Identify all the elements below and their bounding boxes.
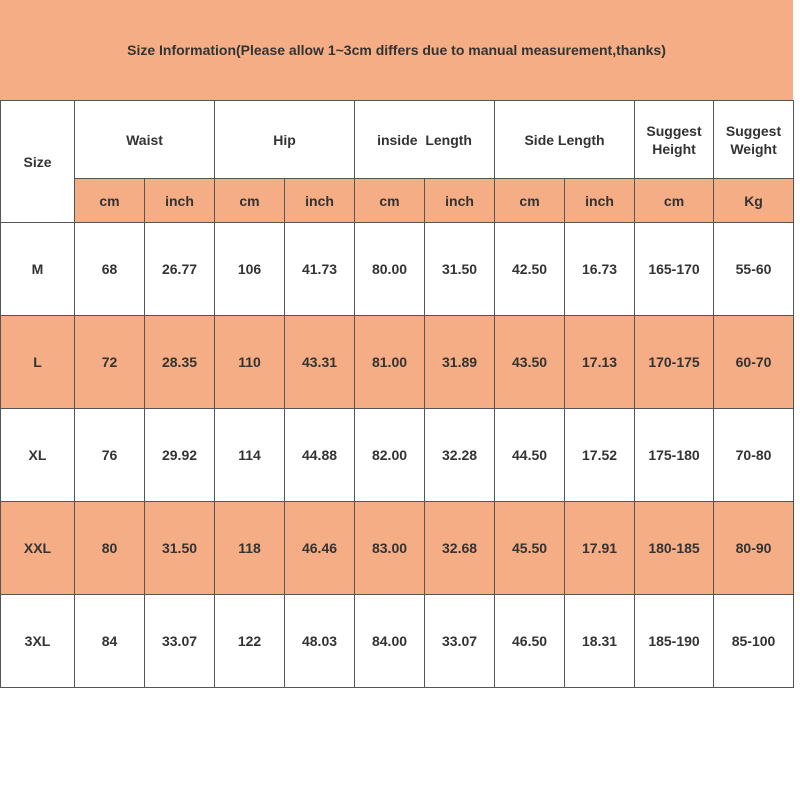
unit-cell: cm bbox=[215, 179, 285, 223]
header-row bbox=[1, 101, 794, 179]
table-cell: 31.50 bbox=[145, 502, 215, 595]
table-cell: 165-170 bbox=[635, 223, 714, 316]
table-cell: 80 bbox=[75, 502, 145, 595]
table-row bbox=[1, 595, 794, 688]
unit-cell: cm bbox=[495, 179, 565, 223]
table-cell: 43.50 bbox=[495, 316, 565, 409]
unit-cell: inch bbox=[145, 179, 215, 223]
table-cell: 55-60 bbox=[714, 223, 794, 316]
table-cell: 46.46 bbox=[285, 502, 355, 595]
table-cell: 60-70 bbox=[714, 316, 794, 409]
unit-cell: inch bbox=[565, 179, 635, 223]
unit-cell: inch bbox=[285, 179, 355, 223]
table-cell: 46.50 bbox=[495, 595, 565, 688]
unit-cell: cm bbox=[635, 179, 714, 223]
table-cell: 84.00 bbox=[355, 595, 425, 688]
table-cell: 17.91 bbox=[565, 502, 635, 595]
size-cell: 3XL bbox=[1, 595, 75, 688]
unit-row bbox=[1, 179, 794, 223]
table-row bbox=[1, 223, 794, 316]
table-cell: 31.89 bbox=[425, 316, 495, 409]
table-cell: 80.00 bbox=[355, 223, 425, 316]
size-cell: L bbox=[1, 316, 75, 409]
table-cell: 76 bbox=[75, 409, 145, 502]
size-cell: XL bbox=[1, 409, 75, 502]
header-inside-length: inside Length bbox=[355, 101, 495, 179]
table-row bbox=[1, 502, 794, 595]
table-cell: 114 bbox=[215, 409, 285, 502]
table-cell: 84 bbox=[75, 595, 145, 688]
table-cell: 42.50 bbox=[495, 223, 565, 316]
table-cell: 16.73 bbox=[565, 223, 635, 316]
table-row bbox=[1, 409, 794, 502]
table-cell: 28.35 bbox=[145, 316, 215, 409]
header-side-length: Side Length bbox=[495, 101, 635, 179]
table-cell: 33.07 bbox=[145, 595, 215, 688]
table-cell: 83.00 bbox=[355, 502, 425, 595]
unit-cell: cm bbox=[355, 179, 425, 223]
table-cell: 44.88 bbox=[285, 409, 355, 502]
table-cell: 175-180 bbox=[635, 409, 714, 502]
table-cell: 29.92 bbox=[145, 409, 215, 502]
table-cell: 70-80 bbox=[714, 409, 794, 502]
header-waist: Waist bbox=[75, 101, 215, 179]
table-cell: 85-100 bbox=[714, 595, 794, 688]
table-cell: 32.68 bbox=[425, 502, 495, 595]
table-cell: 44.50 bbox=[495, 409, 565, 502]
header-size: Size bbox=[1, 101, 75, 223]
table-cell: 122 bbox=[215, 595, 285, 688]
table-cell: 43.31 bbox=[285, 316, 355, 409]
unit-cell: cm bbox=[75, 179, 145, 223]
header-suggest-height: Suggest Height bbox=[635, 101, 714, 179]
table-cell: 68 bbox=[75, 223, 145, 316]
table-cell: 106 bbox=[215, 223, 285, 316]
table-cell: 18.31 bbox=[565, 595, 635, 688]
table-cell: 72 bbox=[75, 316, 145, 409]
header-suggest-weight: Suggest Weight bbox=[714, 101, 794, 179]
size-cell: XXL bbox=[1, 502, 75, 595]
table-cell: 170-175 bbox=[635, 316, 714, 409]
size-cell: M bbox=[1, 223, 75, 316]
table-cell: 48.03 bbox=[285, 595, 355, 688]
table-cell: 45.50 bbox=[495, 502, 565, 595]
table-cell: 185-190 bbox=[635, 595, 714, 688]
table-cell: 26.77 bbox=[145, 223, 215, 316]
table-cell: 31.50 bbox=[425, 223, 495, 316]
size-chart-table bbox=[0, 100, 794, 688]
table-cell: 32.28 bbox=[425, 409, 495, 502]
unit-cell: inch bbox=[425, 179, 495, 223]
table-cell: 41.73 bbox=[285, 223, 355, 316]
table-row bbox=[1, 316, 794, 409]
page-title: Size Information(Please allow 1~3cm differs due to manual measurement,thanks) bbox=[127, 42, 666, 58]
title-banner bbox=[0, 0, 793, 100]
unit-cell: Kg bbox=[714, 179, 794, 223]
header-hip: Hip bbox=[215, 101, 355, 179]
table-cell: 17.13 bbox=[565, 316, 635, 409]
table-cell: 80-90 bbox=[714, 502, 794, 595]
table-cell: 33.07 bbox=[425, 595, 495, 688]
table-cell: 17.52 bbox=[565, 409, 635, 502]
table-cell: 180-185 bbox=[635, 502, 714, 595]
table-cell: 82.00 bbox=[355, 409, 425, 502]
table-cell: 81.00 bbox=[355, 316, 425, 409]
table-cell: 110 bbox=[215, 316, 285, 409]
table-cell: 118 bbox=[215, 502, 285, 595]
